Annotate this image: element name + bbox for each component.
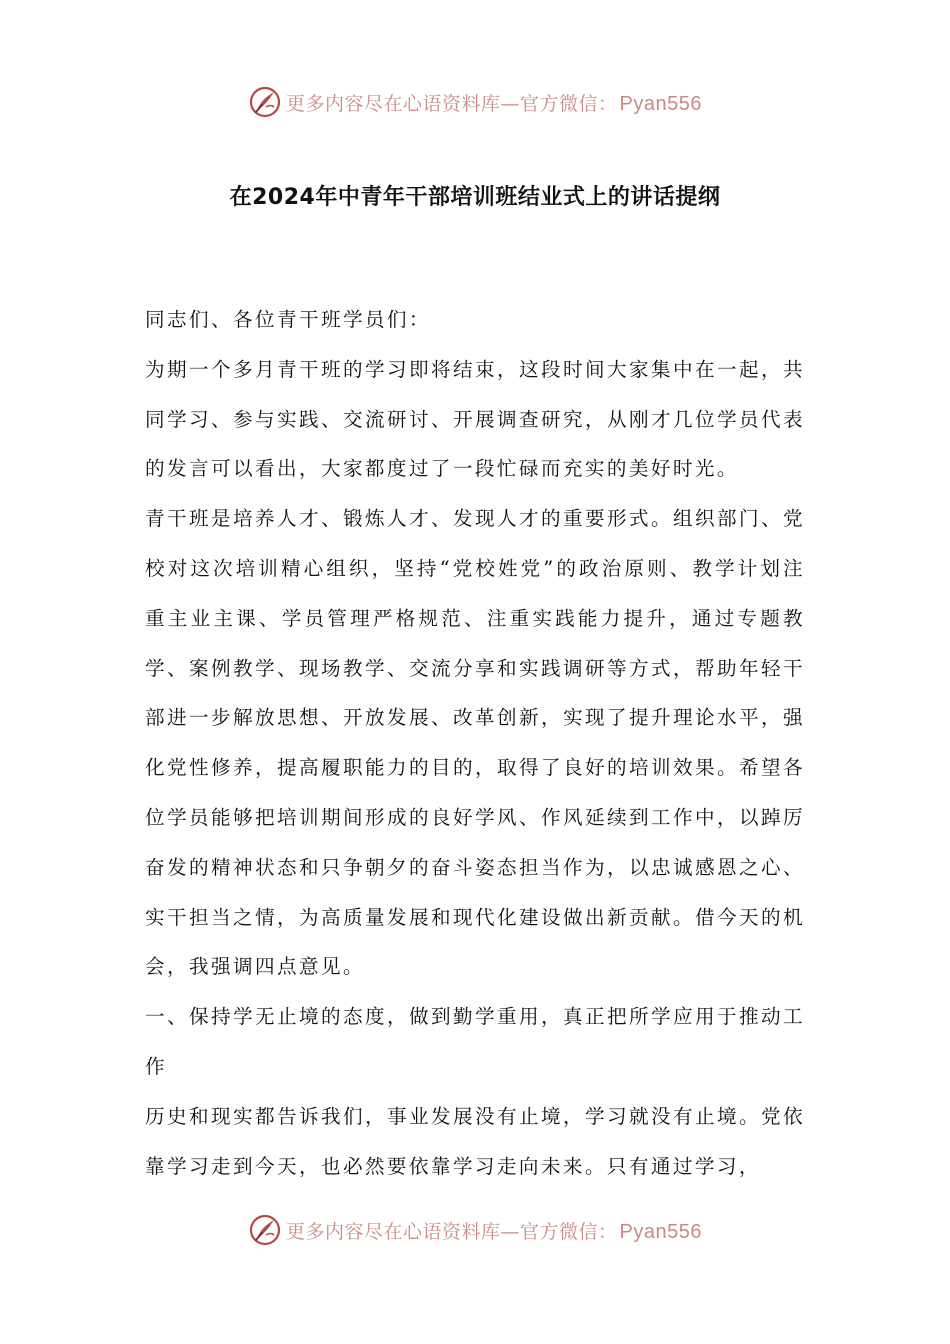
- body-paragraph: 青干班是培养人才、锻炼人才、发现人才的重要形式。组织部门、党校对这次培训精心组织，坚持“党校姓党”的政治原则、教学计划注重主业主课、学员管理严格规范、注重实践能力提升，通过专题教学、案例教学、现场教学、交流分享和实践调研等方式，帮助年轻干部进一步解放思想、开放发展、改革创新，实现了提升理论水平，强化党性修养，提高履职能力的目的，取得了良好的培训效果。希望各位学员能够把培训期间形成的良好学风、作风延续到工作中，以踔厉奋发的精神状态和只争朝夕的奋斗姿态担当作为，以忠诚感恩之心、实干担当之情，为高质量发展和现代化建设做出新贡献。借今天的机会，我强调四点意见。: [145, 507, 805, 979]
- section-heading: 一、保持学无止境的态度，做到勤学重用，真正把所学应用于推动工作: [145, 1005, 805, 1078]
- salutation: 同志们、各位青干班学员们：: [145, 308, 431, 331]
- quill-logo-icon: [248, 1213, 282, 1247]
- quill-logo-icon: [248, 85, 282, 119]
- watermark-text: 更多内容尽在心语资料库—官方微信： Pyan556: [286, 92, 702, 115]
- document-title: 在2024年中青年干部培训班结业式上的讲话提纲: [229, 185, 721, 210]
- document-body: [145, 295, 805, 1191]
- body-paragraph: 为期一个多月青干班的学习即将结束，这段时间大家集中在一起，共同学习、参与实践、交流研讨、开展调查研究，从刚才几位学员代表的发言可以看出，大家都度过了一段忙碌而充实的美好时光。: [145, 357, 805, 481]
- watermark-banner-top: [0, 82, 950, 122]
- watermark-handle: Pyan556: [619, 92, 702, 115]
- watermark-banner-bottom: [0, 1210, 950, 1250]
- watermark-handle: Pyan556: [619, 1220, 702, 1243]
- watermark-text: 更多内容尽在心语资料库—官方微信： Pyan556: [286, 1220, 702, 1243]
- body-paragraph: 历史和现实都告诉我们，事业发展没有止境，学习就没有止境。党依靠学习走到今天，也必然要依靠学习走向未来。只有通过学习，: [145, 1104, 805, 1178]
